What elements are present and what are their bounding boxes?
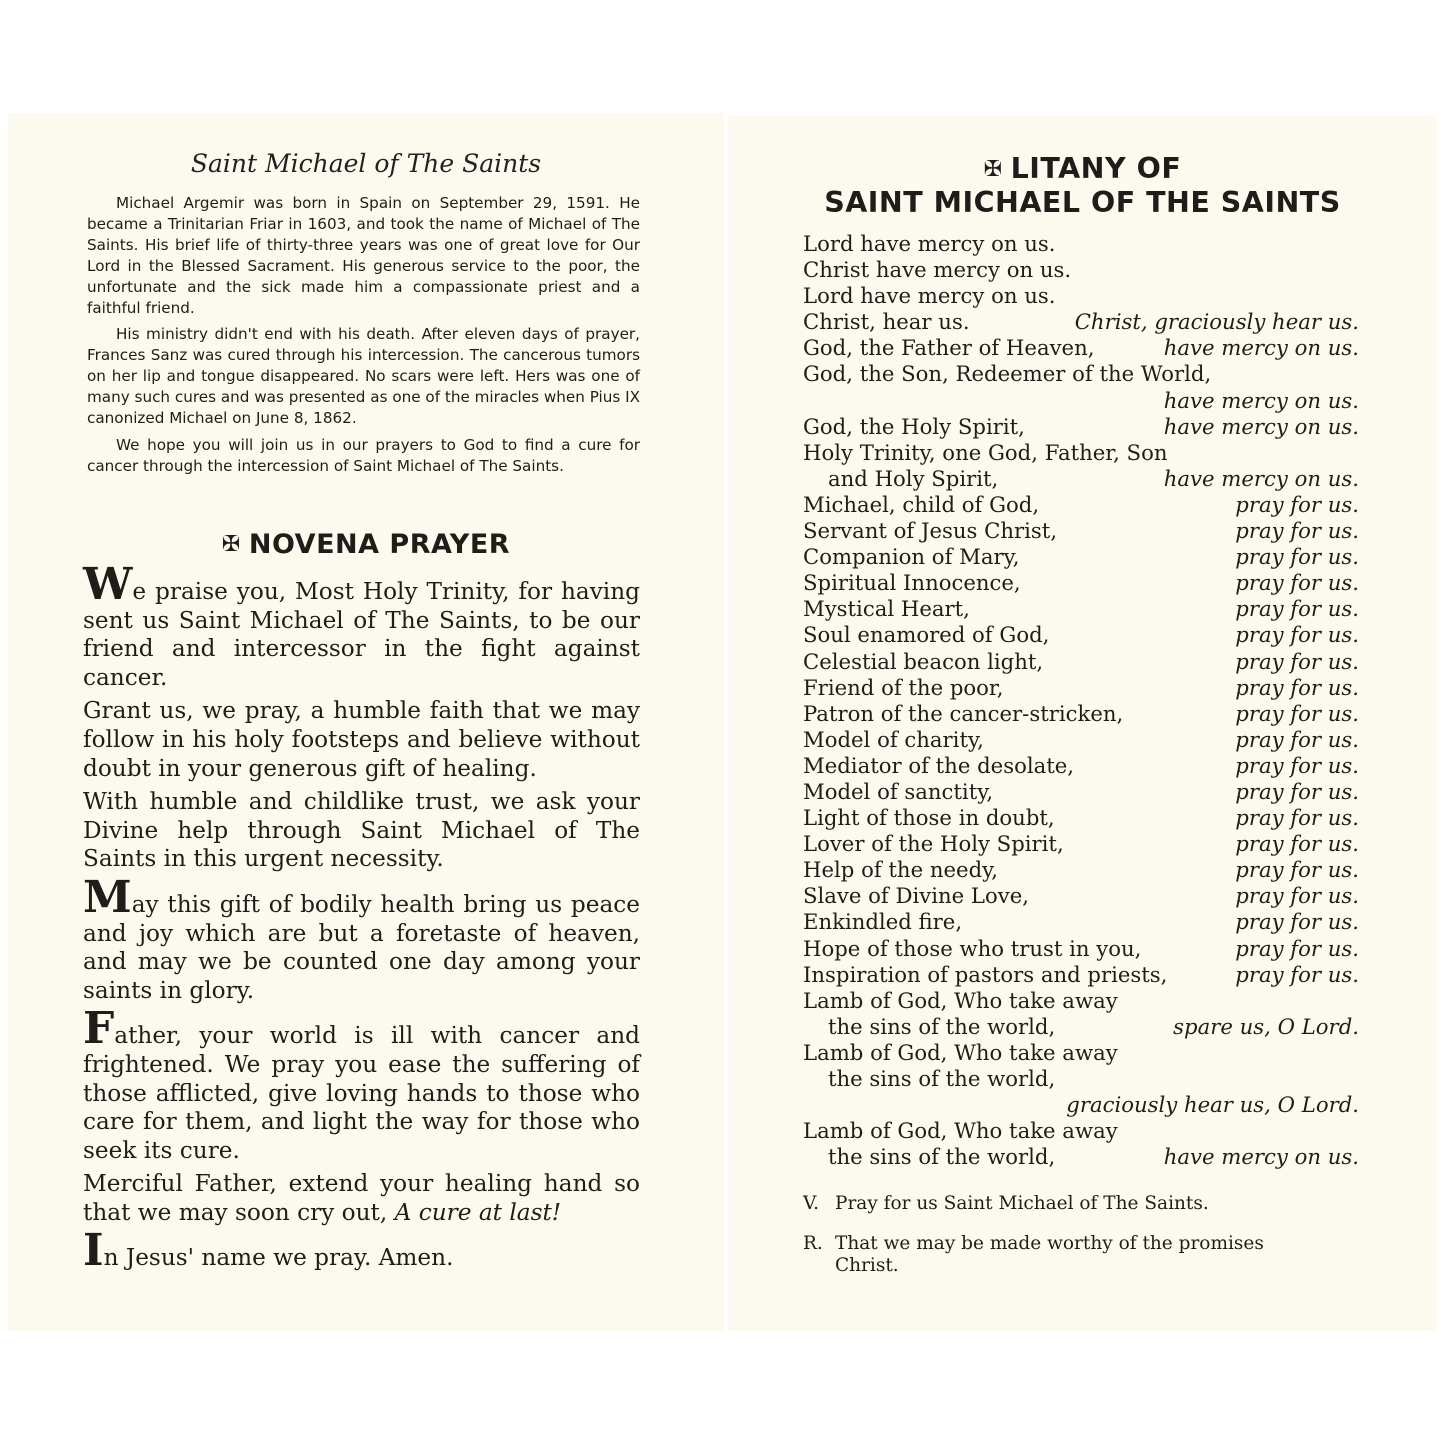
litany-row — [803, 936, 1359, 962]
litany-invocation: Lord have mercy on us. — [803, 283, 1056, 309]
litany-row — [803, 1144, 1359, 1170]
litany-response: pray for us. — [1235, 544, 1359, 570]
left-page — [8, 113, 724, 1331]
novena-heading — [8, 529, 724, 560]
litany-response: pray for us. — [1235, 622, 1359, 648]
litany-heading-line: ✠ LITANY OF — [983, 152, 1182, 185]
cross-icon: ✠ — [983, 157, 1003, 182]
litany-response: pray for us. — [1235, 805, 1359, 831]
litany-row — [803, 675, 1359, 701]
prayer-paragraph: Grant us, we pray, a humble faith that we may follow in his holy footsteps and believe without doubt in your generous gift of healing. — [83, 697, 640, 782]
right-page — [728, 116, 1437, 1331]
litany-response: pray for us. — [1235, 752, 1359, 778]
litany-response: pray for us. — [1235, 648, 1359, 674]
litany-invocation: God, the Holy Spirit, — [803, 413, 1025, 439]
litany-response: have mercy on us. — [1163, 1144, 1359, 1170]
litany-invocation: Lover of the Holy Spirit, — [803, 831, 1064, 857]
litany-row — [803, 335, 1359, 361]
litany-response: have mercy on us. — [1163, 413, 1359, 439]
litany-row — [803, 361, 1359, 387]
litany-row — [803, 1092, 1359, 1118]
litany-row — [803, 883, 1359, 909]
litany-row — [803, 988, 1359, 1014]
litany-row — [803, 440, 1359, 466]
litany-response: spare us, O Lord. — [1173, 1013, 1359, 1039]
biography — [87, 193, 640, 483]
novena-heading-text: NOVENA PRAYER — [248, 529, 511, 560]
litany-invocation: Lamb of God, Who take away — [803, 1039, 1118, 1065]
litany-response: pray for us. — [1235, 491, 1359, 517]
litany-list — [803, 231, 1359, 1170]
drop-cap: F — [83, 1003, 115, 1055]
litany-invocation: Michael, child of God, — [803, 491, 1040, 517]
litany-invocation: God, the Son, Redeemer of the World, — [803, 361, 1212, 387]
litany-row — [803, 1066, 1359, 1092]
litany-response: pray for us. — [1235, 909, 1359, 935]
bio-paragraph: Michael Argemir was born in Spain on September 29, 1591. He became a Trinitarian Friar in 1603, and took the name of Michael of The Saints. His brief life of thirty-three years was one of great love for Our Lord in the Blessed Sacrament. His generous service to the poor, the unfortunate and the sick made him a compassionate priest and a faithful friend. — [87, 194, 640, 317]
novena-prayer — [83, 559, 640, 1278]
litany-invocation: Model of sanctity, — [803, 778, 994, 804]
bio-paragraph: His ministry didn't end with his death. After eleven days of prayer, Frances Sanz was cured through his intercession. The cancerous tumors on her lip and tongue disappeared. No scars were left. Hers was one of many such cures and was presented as one of the miracles when Pius IX canonized Michael on June 8, 1862. — [87, 325, 640, 428]
litany-response: have mercy on us. — [1163, 387, 1359, 413]
prayer-emphasis: A cure at last! — [394, 1198, 562, 1226]
litany-invocation: Lamb of God, Who take away — [803, 1118, 1118, 1144]
litany-response: pray for us. — [1235, 570, 1359, 596]
litany-invocation: Mystical Heart, — [803, 596, 970, 622]
litany-invocation: the sins of the world, — [828, 1144, 1056, 1170]
drop-cap: W — [83, 559, 133, 610]
cross-icon: ✠ — [221, 532, 241, 557]
litany-invocation: Inspiration of pastors and priests, — [803, 961, 1168, 987]
litany-invocation: the sins of the world, — [828, 1066, 1056, 1091]
litany-response: pray for us. — [1235, 726, 1359, 752]
bio-paragraph: We hope you will join us in our prayers to God to find a cure for cancer through the intercession of Saint Michael of The Saints. — [87, 435, 640, 475]
drop-cap: I — [83, 1225, 104, 1277]
prayer-paragraph: We praise you, Most Holy Trinity, for having sent us Saint Michael of The Saints, to be our friend and intercessor in the fight against cancer. — [83, 559, 640, 691]
litany-row — [803, 909, 1359, 935]
litany-row — [803, 962, 1359, 988]
litany-invocation: God, the Father of Heaven, — [803, 335, 1095, 361]
litany-invocation: Patron of the cancer-stricken, — [803, 700, 1124, 726]
litany-response: pray for us. — [1235, 596, 1359, 622]
litany-invocation: Hope of those who trust in you, — [803, 935, 1142, 961]
litany-invocation: Christ have mercy on us. — [803, 257, 1072, 283]
litany-row — [803, 518, 1359, 544]
litany-response: Christ, graciously hear us. — [1074, 309, 1359, 335]
litany-invocation: Model of charity, — [803, 726, 984, 752]
litany-row — [803, 857, 1359, 883]
litany-invocation: and Holy Spirit, — [828, 465, 999, 491]
litany-invocation: Lamb of God, Who take away — [803, 987, 1118, 1013]
litany-row — [803, 1014, 1359, 1040]
litany-row — [803, 779, 1359, 805]
litany-row — [803, 805, 1359, 831]
litany-invocation: Friend of the poor, — [803, 674, 1004, 700]
prayer-paragraph: Merciful Father, extend your healing hand so that we may soon cry out, A cure at last! — [83, 1170, 640, 1226]
litany-response: pray for us. — [1235, 857, 1359, 883]
litany-invocation: Celestial beacon light, — [803, 648, 1044, 674]
litany-row — [803, 257, 1359, 283]
litany-row — [803, 1040, 1359, 1066]
litany-row — [803, 231, 1359, 257]
litany-invocation: the sins of the world, — [828, 1013, 1056, 1039]
litany-row — [803, 753, 1359, 779]
litany-row — [803, 622, 1359, 648]
litany-row — [803, 466, 1359, 492]
litany-response: pray for us. — [1235, 883, 1359, 909]
versicle: V. Pray for us Saint Michael of The Saints. — [803, 1193, 1209, 1214]
drop-cap: M — [83, 871, 132, 923]
litany-row — [803, 727, 1359, 753]
litany-invocation: Enkindled fire, — [803, 909, 963, 935]
litany-row — [803, 596, 1359, 622]
prayer-paragraph: May this gift of bodily health bring us peace and joy which are but a foretaste of heaven, and may we be counted one day among your saints in glory. — [83, 871, 640, 1004]
litany-invocation: Spiritual Innocence, — [803, 570, 1021, 596]
litany-response: pray for us. — [1235, 831, 1359, 857]
litany-row — [803, 283, 1359, 309]
litany-row — [803, 309, 1359, 335]
litany-invocation: Help of the needy, — [803, 857, 999, 883]
response: R. That we may be made worthy of the promises Christ. — [803, 1233, 1264, 1276]
litany-invocation: Soul enamored of God, — [803, 622, 1050, 648]
litany-row — [803, 492, 1359, 518]
litany-row — [803, 831, 1359, 857]
litany-invocation: Light of those in doubt, — [803, 805, 1055, 831]
litany-heading — [728, 152, 1437, 219]
litany-response: pray for us. — [1235, 778, 1359, 804]
prayer-paragraph: With humble and childlike trust, we ask your Divine help through Saint Michael of The Saints in this urgent necessity. — [83, 788, 640, 873]
bio-title: Saint Michael of The Saints — [190, 149, 542, 178]
litany-row — [803, 388, 1359, 414]
litany-invocation: Servant of Jesus Christ, — [803, 518, 1058, 544]
litany-response: pray for us. — [1235, 518, 1359, 544]
litany-row — [803, 649, 1359, 675]
litany-invocation: Christ, hear us. — [803, 309, 970, 335]
litany-response: have mercy on us. — [1163, 335, 1359, 361]
litany-response: pray for us. — [1235, 700, 1359, 726]
litany-row — [803, 570, 1359, 596]
litany-row — [803, 414, 1359, 440]
litany-response: graciously hear us, O Lord. — [1066, 1092, 1359, 1118]
litany-row — [803, 1118, 1359, 1144]
litany-response: pray for us. — [1235, 961, 1359, 987]
litany-row — [803, 544, 1359, 570]
litany-invocation: Slave of Divine Love, — [803, 883, 1029, 909]
litany-invocation: Holy Trinity, one God, Father, Son — [803, 439, 1168, 465]
litany-heading-line: SAINT MICHAEL OF THE SAINTS — [824, 186, 1341, 219]
litany-response: pray for us. — [1235, 674, 1359, 700]
prayer-paragraph: In Jesus' name we pray. Amen. — [83, 1225, 454, 1277]
litany-invocation: Mediator of the desolate, — [803, 752, 1075, 778]
litany-row — [803, 701, 1359, 727]
litany-invocation: Companion of Mary, — [803, 544, 1020, 570]
prayer-paragraph: Father, your world is ill with cancer and frightened. We pray you ease the suffering of those afflicted, give loving hands to those who care for them, and light the way for those who seek its cure. — [83, 1003, 640, 1164]
litany-invocation: Lord have mercy on us. — [803, 231, 1056, 256]
litany-response: pray for us. — [1235, 935, 1359, 961]
litany-response: have mercy on us. — [1163, 465, 1359, 491]
